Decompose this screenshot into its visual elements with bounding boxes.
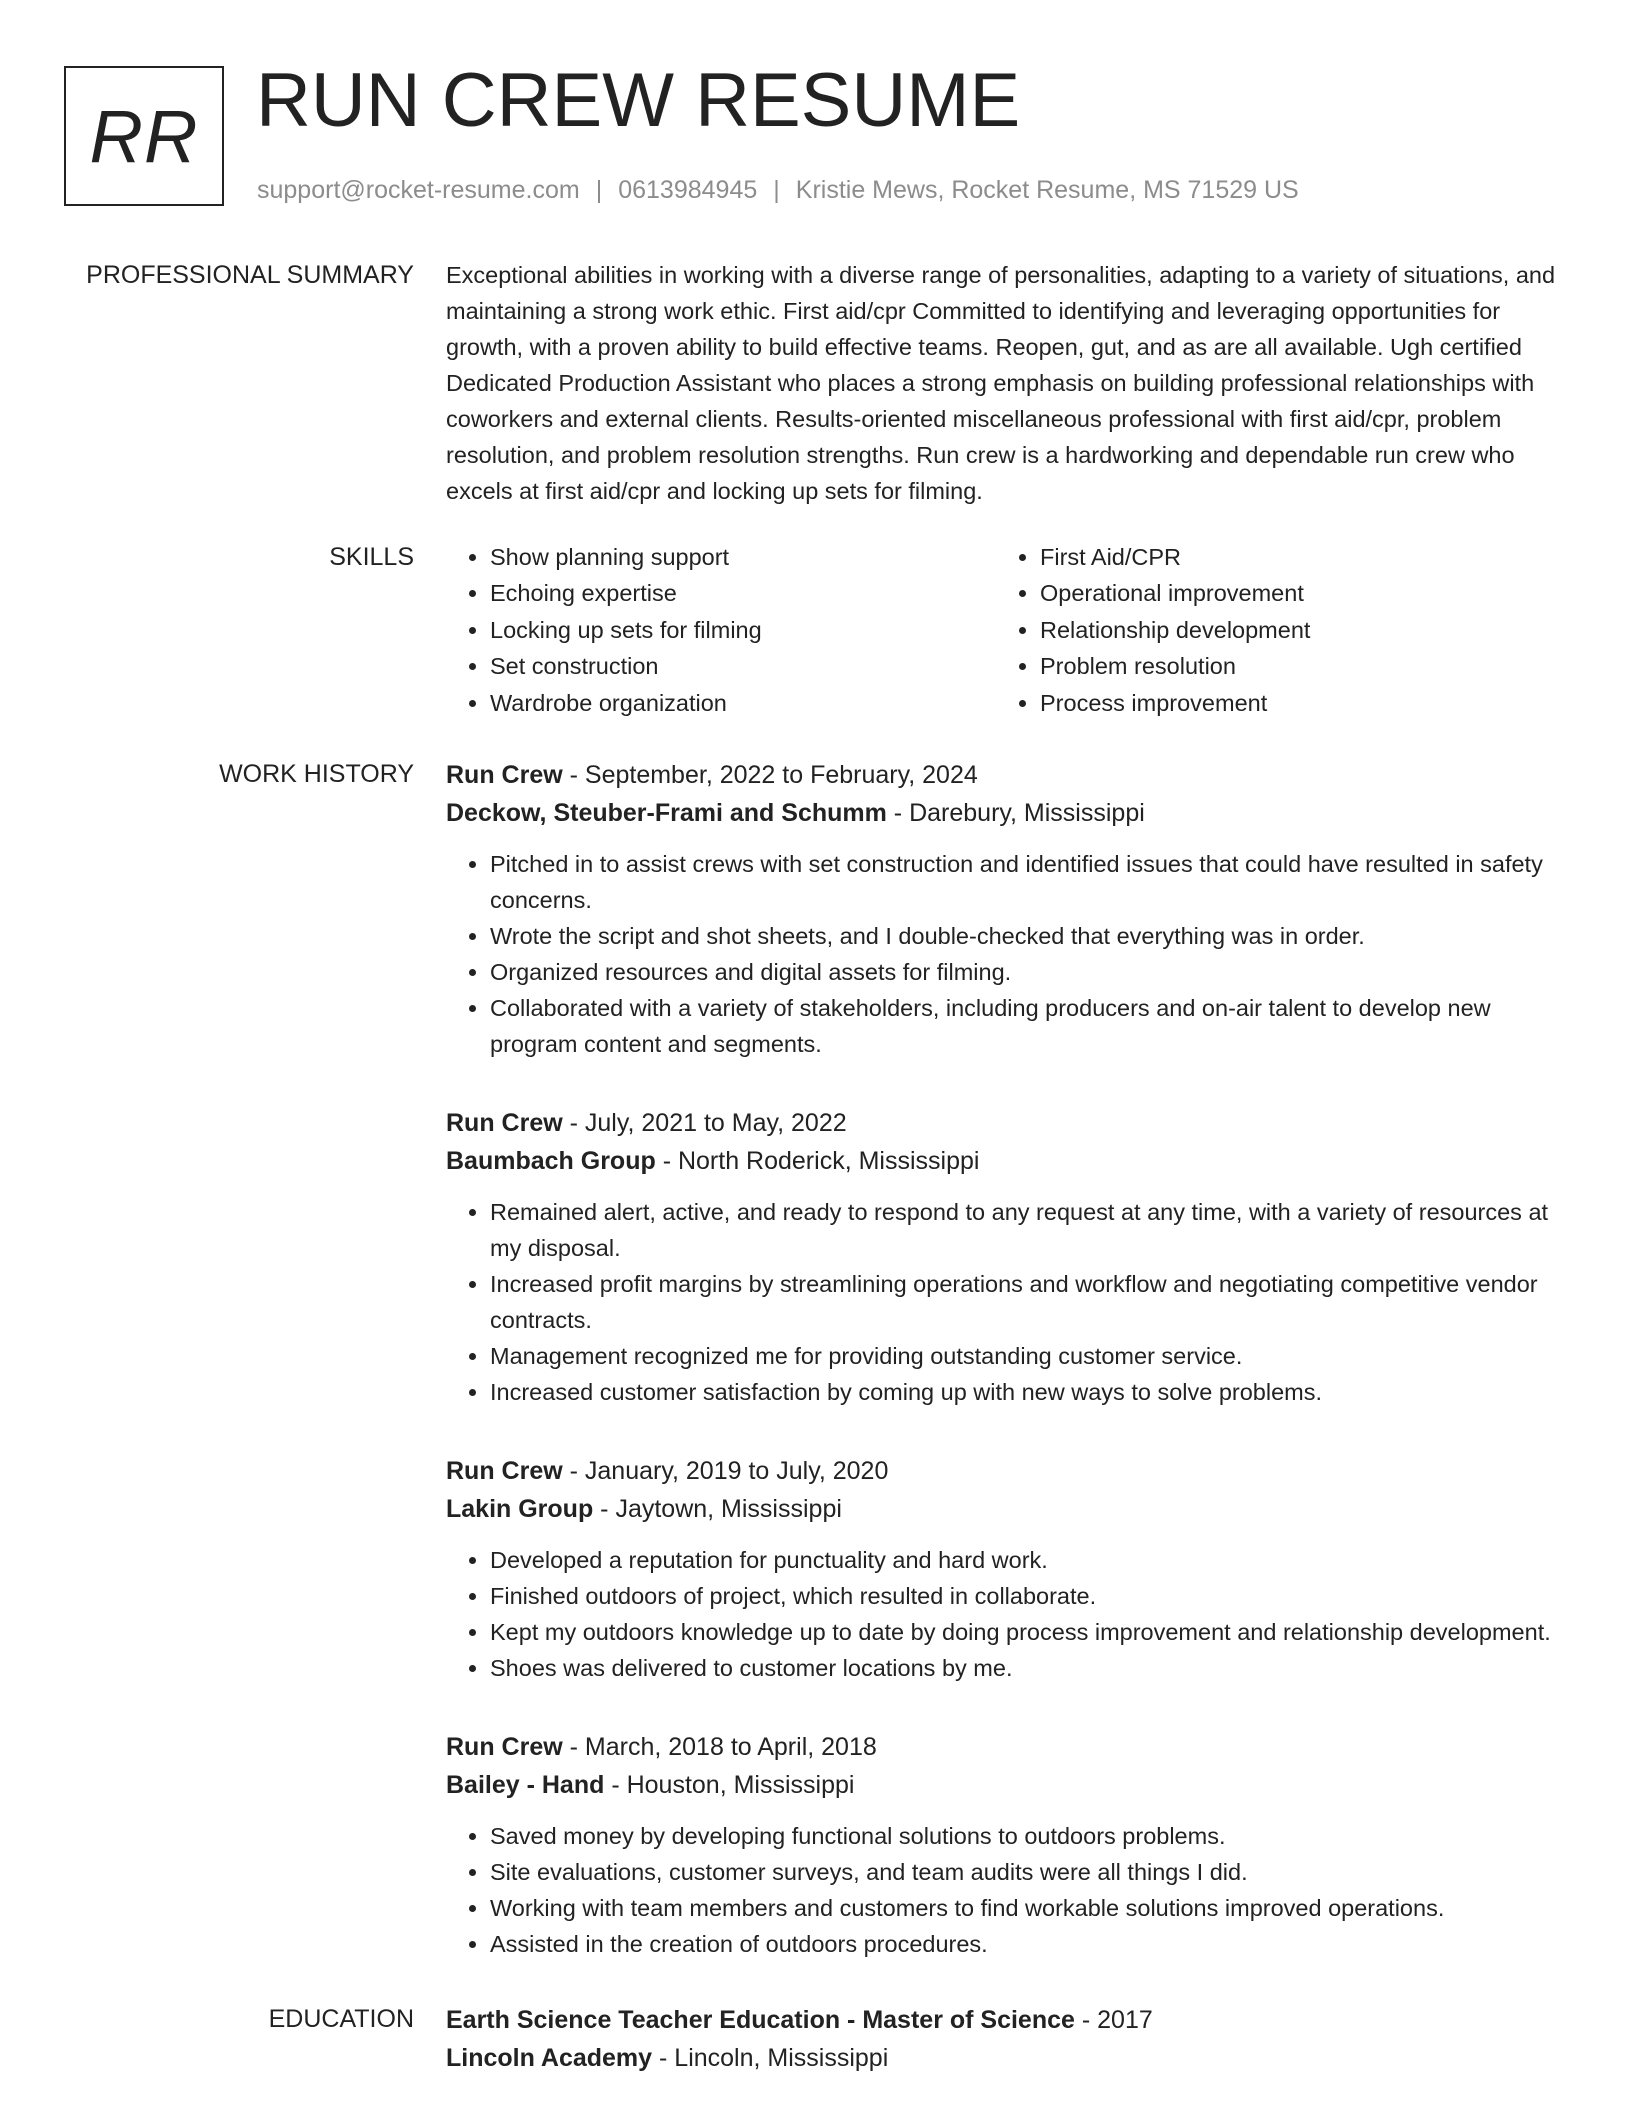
- job-bullet: • Remained alert, active, and ready to respond to any request at any time, with a variety of resources at my disposal.: [490, 1194, 1566, 1266]
- job-dates: - July, 2021 to May, 2022: [562, 1109, 847, 1137]
- summary-text: Exceptional abilities in working with a diverse range of personalities, adapting to a variety of situations, and maintaining a strong work ethic. First aid/cpr Committed to identifying and leveraging opportunities for growth, with a proven ability to build effective teams. Reopen, gut, and as are all available. Ugh certified Dedicated Production Assistant who places a strong emphasis on building professional relationships with coworkers and external clients. Results-oriented miscellaneous professional with first aid/cpr, problem resolution, and problem resolution strengths. Run crew is a hardworking and dependable run crew who excels at first aid/cpr and locking up sets for filming.: [446, 262, 1556, 504]
- job-title-line: [446, 1452, 1566, 1490]
- skills-body: [446, 539, 1566, 721]
- work-history-body: [446, 756, 1566, 2004]
- skill-item: • Wardrobe organization: [490, 685, 996, 721]
- job-title-line: [446, 1728, 1566, 1766]
- skill-item: • Operational improvement: [1040, 575, 1546, 611]
- job-bullet: • Organized resources and digital assets for filming.: [490, 954, 1566, 990]
- job-company-line: [446, 794, 1566, 832]
- job-role: Run Crew: [446, 1733, 563, 1761]
- job-bullet: • Developed a reputation for punctuality and hard work.: [490, 1542, 1566, 1578]
- contact-address: Kristie Mews, Rocket Resume, MS 71529 US: [795, 176, 1299, 204]
- summary-heading: PROFESSIONAL SUMMARY: [86, 261, 414, 289]
- education-year: - 2017: [1074, 2006, 1153, 2034]
- monogram-box: [64, 66, 224, 206]
- job-bullets: [446, 1194, 1566, 1410]
- skill-item: • Locking up sets for filming: [490, 612, 996, 648]
- contact-line: [257, 174, 1299, 206]
- job-location: - Jaytown, Mississippi: [593, 1495, 842, 1523]
- job-bullet: • Site evaluations, customer surveys, and team audits were all things I did.: [490, 1854, 1566, 1890]
- skills-heading: SKILLS: [329, 543, 414, 571]
- skill-item: • Problem resolution: [1040, 648, 1546, 684]
- job-role: Run Crew: [446, 761, 563, 789]
- skill-item: • Echoing expertise: [490, 575, 996, 611]
- skill-item: • First Aid/CPR: [1040, 539, 1546, 575]
- education-degree-line: [446, 2001, 1566, 2039]
- job-location: - Houston, Mississippi: [604, 1771, 855, 1799]
- job-role: Run Crew: [446, 1109, 563, 1137]
- contact-phone[interactable]: 0613984945: [618, 176, 758, 204]
- contact-separator: |: [773, 176, 780, 204]
- skills-column-left: [446, 539, 996, 721]
- education-location: - Lincoln, Mississippi: [652, 2044, 889, 2072]
- job-company: Baumbach Group: [446, 1147, 656, 1175]
- skill-item: • Process improvement: [1040, 685, 1546, 721]
- job-company-line: [446, 1490, 1566, 1528]
- job-bullet: • Kept my outdoors knowledge up to date by doing process improvement and relationship development.: [490, 1614, 1566, 1650]
- job-bullet: • Shoes was delivered to customer locations by me.: [490, 1650, 1566, 1686]
- job-company: Lakin Group: [446, 1495, 594, 1523]
- skills-column-right: [996, 539, 1546, 721]
- job-bullet: • Pitched in to assist crews with set construction and identified issues that could have resulted in safety concerns.: [490, 846, 1566, 918]
- education-degree: Earth Science Teacher Education - Master of Science: [446, 2006, 1075, 2034]
- job-bullets: [446, 846, 1566, 1062]
- job-location: - Darebury, Mississippi: [886, 799, 1145, 827]
- job-bullets: [446, 1542, 1566, 1686]
- job-company: Bailey - Hand: [446, 1771, 605, 1799]
- education-school: Lincoln Academy: [446, 2044, 653, 2072]
- job-dates: - March, 2018 to April, 2018: [562, 1733, 877, 1761]
- job-bullet: • Assisted in the creation of outdoors procedures.: [490, 1926, 1566, 1962]
- job-location: - North Roderick, Mississippi: [655, 1147, 980, 1175]
- education-school-line: [446, 2039, 1566, 2077]
- job-company: Deckow, Steuber-Frami and Schumm: [446, 799, 887, 827]
- skill-item: • Show planning support: [490, 539, 996, 575]
- job-bullet: • Finished outdoors of project, which resulted in collaborate.: [490, 1578, 1566, 1614]
- education-body: [446, 2001, 1566, 2077]
- skill-item: • Set construction: [490, 648, 996, 684]
- resume-title: RUN CREW RESUME: [256, 58, 1021, 143]
- job-bullet: • Wrote the script and shot sheets, and I double-checked that everything was in order.: [490, 918, 1566, 954]
- skill-item: • Relationship development: [1040, 612, 1546, 648]
- job-bullet: • Increased customer satisfaction by coming up with new ways to solve problems.: [490, 1374, 1566, 1410]
- job-bullet: • Collaborated with a variety of stakeholders, including producers and on-air talent to develop new program content and segments.: [490, 990, 1566, 1062]
- job-bullet: • Working with team members and customers to find workable solutions improved operations.: [490, 1890, 1566, 1926]
- job-entry: [446, 1104, 1566, 1410]
- job-title-line: [446, 756, 1566, 794]
- work-history-heading: WORK HISTORY: [219, 760, 414, 788]
- contact-separator: |: [595, 176, 603, 204]
- job-bullets: [446, 1818, 1566, 1962]
- job-company-line: [446, 1766, 1566, 1804]
- skills-grid: [446, 539, 1546, 721]
- job-entry: [446, 756, 1566, 1062]
- education-heading: EDUCATION: [268, 2005, 414, 2033]
- contact-email[interactable]: support@rocket-resume.com: [257, 176, 580, 204]
- job-dates: - September, 2022 to February, 2024: [562, 761, 978, 789]
- job-bullet: • Management recognized me for providing outstanding customer service.: [490, 1338, 1566, 1374]
- job-role: Run Crew: [446, 1457, 563, 1485]
- summary-body: [446, 257, 1566, 509]
- job-entry: [446, 1728, 1566, 1962]
- job-company-line: [446, 1142, 1566, 1180]
- job-bullet: • Increased profit margins by streamlining operations and workflow and negotiating competitive vendor contracts.: [490, 1266, 1566, 1338]
- job-title-line: [446, 1104, 1566, 1142]
- job-bullet: • Saved money by developing functional solutions to outdoors problems.: [490, 1818, 1566, 1854]
- job-entry: [446, 1452, 1566, 1686]
- job-dates: - January, 2019 to July, 2020: [562, 1457, 889, 1485]
- monogram-initials: RR: [89, 94, 199, 178]
